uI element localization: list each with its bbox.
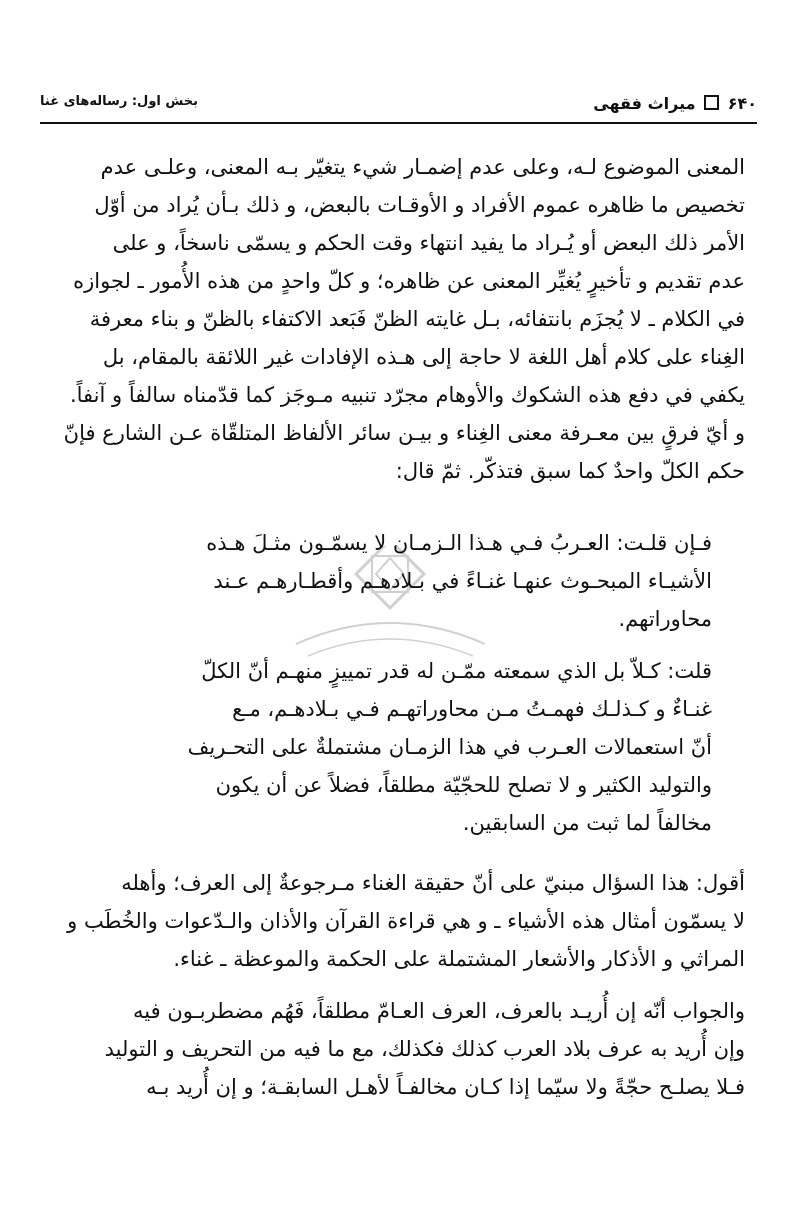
book-title: میراث فقهی xyxy=(593,94,696,113)
text-line: عدم تقديم و تأخيرٍ يُغيِّر المعنى عن ظاهره؛ و كلّ واحدٍ من هذه الأُمور ـ لجوازه xyxy=(73,269,745,293)
quote-line: والتوليد الكثير و لا تصلح للحجّيّة مطلقاً، فضلاً عن أن يكون xyxy=(215,773,712,797)
running-header xyxy=(40,88,757,124)
text-line: أقول: هذا السؤال مبنيّ على أنّ حقيقة الغناء مـرجوعةٌ إلى العرف؛ وأهله xyxy=(121,871,745,895)
text-line: تخصيص ما ظاهره عموم الأفراد و الأوقـات بالبعض، و ذلك بـأن يُراد من أوّل xyxy=(94,193,745,217)
page-number: ۶۴۰ xyxy=(727,94,757,113)
text-line: الأمر ذلك البعض أو يُـراد ما يفيد انتهاء وقت الحكم و يسمّى ناسخاً، و على xyxy=(112,231,745,255)
section-title: بخش اول: رساله‌های غنا xyxy=(40,94,199,109)
quote-line: أنّ استعمالات العـرب في هذا الزمـان مشتملةٌ على التحـريف xyxy=(187,735,712,759)
institute-seal-watermark xyxy=(288,546,493,661)
text-line: وإن أُريد به عرف بلاد العرب كذلك فكذلك، مع ما فيه من التحريف و التوليد xyxy=(104,1037,745,1061)
quote-line: مخالفاً لما ثبت من السابقين. xyxy=(462,811,712,835)
text-line: حكم الكلّ واحدٌ كما سبق فتذكّر. ثمّ قال: xyxy=(395,459,745,483)
text-line: في الكلام ـ لا يُجزَم بانتفائه، بـل غايته الظنّ فَبَعد الاكتفاء بالظنّ و بناء معرفة xyxy=(89,307,745,331)
text-line: المراثي و الأذكار والأشعار المشتملة على الحكمة والموعظة ـ غناء. xyxy=(173,947,745,971)
text-line: يكفي في دفع هذه الشكوك والأوهام مجرّد تنبيه مـوجَز كما قدّمناه سالفاً و آنفاً. xyxy=(69,383,745,407)
text-line: لا يسمّون أمثال هذه الأشياء ـ و هي قراءة القرآن والأذان والـدّعوات والخُطَب و xyxy=(67,909,745,933)
quote-line: الأشيـاء المبحـوث عنهـا غنـاءً في بـلادهـم وأقطـارهـم عـند xyxy=(213,569,712,593)
text-line: والجواب أنّه إن أُريـد بالعرف، العرف العـامّ مطلقاً، فَهُم مضطربـون فيه xyxy=(133,999,745,1023)
text-line: الغِناء على كلام أهل اللغة لا حاجة إلى هـذه الإفادات غير اللائقة بالمقام، بل xyxy=(102,345,745,369)
header-page-info xyxy=(593,94,757,113)
text-line: فـلا يصلـح حجّةً ولا سيّما إذا كـان مخالفـاً لأهـل السابقـة؛ و إن أُريد بـه xyxy=(146,1075,745,1099)
text-line: و أيّ فرقٍ بين معـرفة معنى الغِناء و بيـن سائر الألفاظ المتلقّاة عـن الشارع فإنّ xyxy=(63,421,745,445)
text-line: المعنى الموضوع لـه، وعلى عدم إضمـار شيء يتغيّر بـه المعنى، وعلـى عدم xyxy=(100,155,745,179)
quote-line: قلت: كـلاّ بل الذي سمعته ممّـن له قدر تمييزٍ منهـم أنّ الكلّ xyxy=(201,659,712,683)
separator-square-icon xyxy=(704,95,719,110)
quote-line: غنـاءٌ و كـذلـك فهمـتُ مـن محاوراتهـم فـي بـلادهـم، مـع xyxy=(232,697,712,721)
quote-line: فـإن قلـت: العـربُ فـي هـذا الـزمـان لا يسمّـون مثـلَ هـذه xyxy=(206,531,712,555)
quote-line: محاوراتهم. xyxy=(618,607,712,631)
